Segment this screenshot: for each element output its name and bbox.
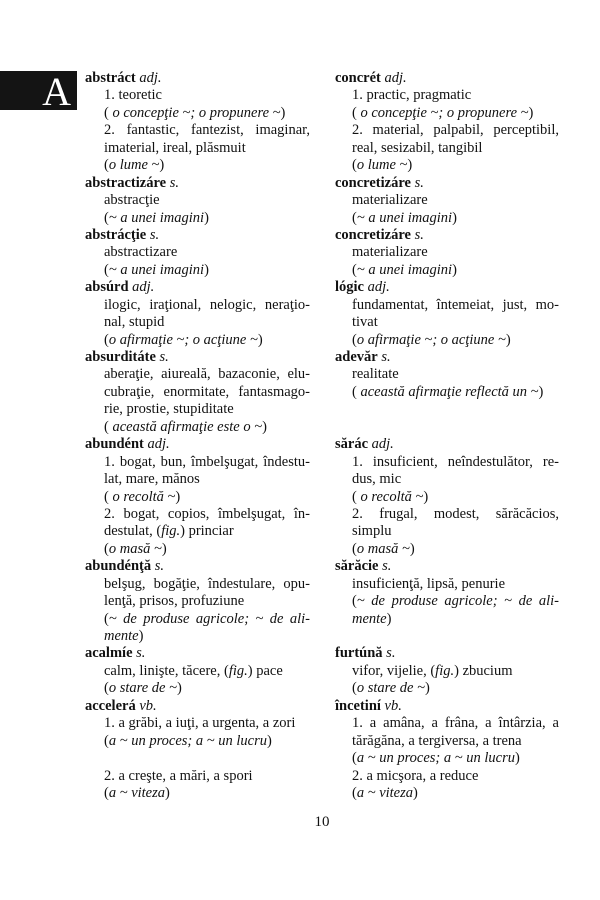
part-of-speech: vb. <box>384 697 402 714</box>
definition-line <box>335 506 559 523</box>
italic-segment: o concepţie ~; o propunere ~ <box>112 104 281 121</box>
italic-segment: mente <box>104 628 139 644</box>
italic-segment: această afirmaţie reflectă un ~ <box>360 383 539 400</box>
text-segment: ) <box>266 732 272 749</box>
example-line <box>85 419 310 436</box>
text-segment: ( <box>352 540 357 557</box>
headword-line <box>85 279 310 296</box>
italic-segment: această afirmaţie este o ~ <box>112 418 263 435</box>
text-segment: ) <box>165 784 170 801</box>
example-line <box>85 105 310 122</box>
definition-line <box>85 506 310 523</box>
definition-line <box>335 768 559 785</box>
definition-line <box>85 122 310 139</box>
part-of-speech: s. <box>414 226 424 243</box>
definition-line <box>85 314 310 331</box>
definition-line <box>335 733 559 750</box>
text-segment: 2. frugal, modest, sărăcăcios, <box>352 505 559 522</box>
example-line <box>85 733 310 750</box>
text-segment: ( <box>104 104 113 121</box>
text-segment: nal, stupid <box>104 314 165 331</box>
part-of-speech: s. <box>136 645 146 662</box>
text-segment: ) <box>413 784 418 801</box>
text-segment: ) <box>538 383 544 400</box>
dictionary-columns <box>85 70 559 802</box>
text-segment: ( <box>352 593 357 610</box>
sense-block <box>85 244 310 279</box>
headword: abstráct <box>85 70 136 86</box>
definition-line <box>335 663 559 680</box>
definition-line <box>85 192 310 209</box>
page-number: 10 <box>314 814 330 830</box>
definition-line <box>335 576 559 593</box>
text-segment: aberaţie, aiureală, bazaconie, elu- <box>104 366 310 383</box>
headword-line <box>335 558 559 575</box>
italic-segment: fig. <box>228 662 248 679</box>
part-of-speech: adj. <box>147 436 170 453</box>
italic-segment: o masă ~ <box>356 540 410 557</box>
sense-block <box>335 297 559 349</box>
text-segment: belşug, bogăţie, îndestulare, opu- <box>104 575 310 592</box>
text-segment: abstractizare <box>104 244 178 261</box>
text-segment: tărăgăna, a tergiversa, a trena <box>352 732 522 749</box>
text-segment: ( <box>104 331 109 348</box>
sense-block <box>85 192 310 227</box>
text-segment: ( <box>104 157 109 174</box>
headword: concretizáre <box>335 226 411 243</box>
headword-line <box>335 349 559 366</box>
example-line <box>85 262 310 279</box>
sense-block <box>85 768 310 803</box>
headword-line <box>335 279 559 296</box>
letter-tab <box>0 69 77 114</box>
text-segment: ( <box>104 488 113 505</box>
text-segment: materializare <box>352 244 428 261</box>
sense-block <box>335 244 559 279</box>
letter-tab-letter: A <box>42 69 71 114</box>
definition-line <box>85 715 310 732</box>
italic-segment: a ~ viteza <box>356 784 414 801</box>
italic-segment: o lume ~ <box>356 157 408 174</box>
sense-block <box>335 454 559 506</box>
text-segment: ) <box>386 610 392 627</box>
italic-segment: o stare de ~ <box>356 680 425 697</box>
headword-line <box>335 70 559 87</box>
text-segment: ( <box>104 209 109 226</box>
italic-segment: mente <box>352 610 387 627</box>
text-segment: ( <box>352 104 361 121</box>
italic-segment: o recoltă ~ <box>360 488 424 505</box>
text-segment: ) <box>204 261 209 278</box>
italic-segment: o stare de ~ <box>108 680 177 697</box>
part-of-speech: s. <box>154 558 164 575</box>
text-segment: fundamentat, întemeiat, just, mo- <box>352 296 559 313</box>
headword: furtúnă <box>335 645 383 662</box>
text-segment: ( <box>352 331 357 348</box>
definition-line <box>85 454 310 471</box>
text-segment: ( <box>352 680 357 697</box>
text-segment: ) <box>452 261 457 278</box>
example-line <box>335 262 559 279</box>
example-line <box>335 384 559 401</box>
definition-line <box>335 454 559 471</box>
text-segment: tivat <box>352 314 378 331</box>
text-segment: ( <box>104 261 109 278</box>
headword-line <box>335 175 559 192</box>
definition-line <box>335 471 559 488</box>
text-segment: 2. material, palpabil, perceptibil, <box>352 122 559 139</box>
text-segment: ) pace <box>247 662 283 679</box>
example-line <box>335 210 559 227</box>
headword-line <box>85 227 310 244</box>
text-segment: ( <box>104 610 109 627</box>
text-segment: ) <box>280 104 286 121</box>
text-segment: simplu <box>352 523 392 540</box>
example-line <box>335 541 559 558</box>
definition-line <box>85 297 310 314</box>
text-segment: 2. a micşora, a reduce <box>352 767 479 784</box>
example-line <box>335 593 559 610</box>
part-of-speech: s. <box>159 349 169 365</box>
headword: accelerá <box>85 697 136 714</box>
text-segment: ) <box>409 540 415 557</box>
definition-line <box>85 471 310 488</box>
text-segment: ) <box>424 680 430 697</box>
text-segment: ) <box>176 680 182 697</box>
italic-segment: ~ a unei imagini <box>356 261 453 278</box>
headword: absúrd <box>85 279 129 296</box>
definition-line <box>85 768 310 785</box>
text-segment: realitate <box>352 366 399 383</box>
part-of-speech: vb. <box>139 697 157 714</box>
italic-segment: fig. <box>435 662 455 679</box>
text-segment: real, sesizabil, tangibil <box>352 139 483 156</box>
sense-block <box>335 87 559 122</box>
text-segment: ) <box>175 488 181 505</box>
part-of-speech: adj. <box>384 70 407 86</box>
italic-segment: ~ de produse agricole; ~ de ali- <box>356 593 559 610</box>
headword-line <box>335 227 559 244</box>
sense-block <box>85 506 310 558</box>
part-of-speech: adj. <box>367 279 390 296</box>
definition-line <box>85 140 310 157</box>
headword: concrét <box>335 70 381 86</box>
text-segment: ) <box>204 209 209 226</box>
text-segment: ilogic, iraţional, nelogic, neraţio- <box>104 296 310 313</box>
part-of-speech: s. <box>414 174 424 191</box>
example-line <box>85 157 310 174</box>
example-line <box>335 680 559 697</box>
text-segment: ) <box>407 157 413 174</box>
definition-line <box>85 401 310 418</box>
sense-block <box>85 366 310 436</box>
text-segment: calm, linişte, tăcere, ( <box>104 662 229 679</box>
sense-block <box>335 576 559 628</box>
text-segment: 1. teoretic <box>104 87 162 104</box>
text-segment: ( <box>352 209 357 226</box>
italic-segment: o afirmaţie ~; o acţiune ~ <box>356 331 506 348</box>
italic-segment: fig. <box>161 523 181 540</box>
italic-segment: o afirmaţie ~; o acţiune ~ <box>108 331 258 348</box>
text-segment: rie, prostie, stupiditate <box>104 401 234 418</box>
headword-line <box>85 558 310 575</box>
example-line <box>335 750 559 767</box>
headword: sărăcie <box>335 558 379 575</box>
italic-segment: ~ de produse agricole; ~ de ali- <box>108 610 310 627</box>
text-segment: destulat, ( <box>104 523 162 540</box>
text-segment: lat, mare, mănos <box>104 471 200 488</box>
text-segment: 2. bogat, copios, îmbelşugat, în- <box>104 505 310 522</box>
text-segment: cubraţie, enormitate, fantasmago- <box>104 383 310 400</box>
example-line <box>335 157 559 174</box>
text-segment: ) <box>159 157 165 174</box>
definition-line <box>85 384 310 401</box>
definition-line <box>85 593 310 610</box>
text-segment: ( <box>352 157 357 174</box>
definition-line <box>335 297 559 314</box>
text-segment: ( <box>104 418 113 435</box>
text-segment: ) <box>161 540 167 557</box>
example-line <box>335 611 559 628</box>
definition-line <box>335 122 559 139</box>
text-segment: ) <box>262 418 267 435</box>
text-segment: ) <box>138 628 144 644</box>
headword: abstractizáre <box>85 174 167 191</box>
text-segment: abstracţie <box>104 192 160 209</box>
text-segment: 1. bogat, bun, îmbelşugat, îndestu- <box>104 453 310 470</box>
part-of-speech: s. <box>149 226 160 243</box>
text-segment: ) <box>423 488 429 505</box>
example-line <box>335 785 559 802</box>
sense-block <box>85 454 310 506</box>
example-line <box>85 541 310 558</box>
text-segment: 1. insuficient, neîndestulător, re- <box>352 453 559 470</box>
part-of-speech: s. <box>169 174 179 191</box>
italic-segment: ~ a unei imagini <box>108 209 205 226</box>
text-segment: ( <box>352 784 357 801</box>
italic-segment: a ~ un proces; a ~ un lucru <box>356 750 515 767</box>
italic-segment: a ~ viteza <box>108 784 166 801</box>
definition-line <box>335 87 559 104</box>
definition-line <box>85 366 310 383</box>
headword-line <box>85 349 310 366</box>
sense-block <box>335 506 559 558</box>
headword: abstrácţie <box>85 226 147 243</box>
headword-line <box>335 436 559 453</box>
text-segment: ( <box>104 680 109 697</box>
sense-block <box>335 192 559 227</box>
headword: concretizáre <box>335 174 411 191</box>
sense-block <box>85 663 310 698</box>
example-line <box>85 611 310 628</box>
italic-segment: o lume ~ <box>108 157 160 174</box>
example-line <box>85 332 310 349</box>
italic-segment: o concepţie ~; o propunere ~ <box>360 104 529 121</box>
example-line <box>85 785 310 802</box>
text-segment: dus, mic <box>352 471 402 488</box>
definition-line <box>335 192 559 209</box>
italic-segment: ~ a unei imagini <box>356 209 453 226</box>
headword: absurditáte <box>85 349 156 365</box>
definition-line <box>335 314 559 331</box>
text-segment: 2. a creşte, a mări, a spori <box>104 767 253 784</box>
definition-line <box>85 576 310 593</box>
headword: abundént <box>85 436 144 453</box>
sense-block <box>335 715 559 767</box>
headword-line <box>335 645 559 662</box>
part-of-speech: s. <box>381 349 391 365</box>
text-segment: ) <box>505 331 511 348</box>
text-segment: 1. a amâna, a frâna, a întârzia, a <box>352 715 559 732</box>
example-line <box>85 680 310 697</box>
sense-block <box>85 576 310 646</box>
headword: sărác <box>335 436 369 453</box>
headword: adevăr <box>335 349 378 365</box>
part-of-speech: s. <box>382 558 392 575</box>
text-segment: ) zbucium <box>454 662 513 679</box>
example-line <box>85 210 310 227</box>
text-segment: insuficienţă, lipsă, penurie <box>352 575 506 592</box>
part-of-speech: adj. <box>371 436 394 453</box>
example-line <box>335 105 559 122</box>
text-segment: ) <box>257 331 263 348</box>
text-segment: materializare <box>352 192 428 209</box>
headword-line <box>85 175 310 192</box>
text-segment: lenţă, prisos, profuziune <box>104 593 245 610</box>
text-segment: 1. practic, pragmatic <box>352 87 472 104</box>
text-segment: ( <box>104 540 109 557</box>
headword: acalmíe <box>85 645 133 662</box>
sense-block <box>85 715 310 750</box>
definition-line <box>335 244 559 261</box>
example-line <box>335 489 559 506</box>
definition-line <box>335 715 559 732</box>
sense-block <box>335 366 559 401</box>
text-segment: ( <box>352 488 361 505</box>
definition-line <box>85 523 310 540</box>
text-segment: ( <box>104 732 109 749</box>
example-line <box>85 628 310 645</box>
headword-line <box>85 70 310 87</box>
italic-segment: a ~ un proces; a ~ un lucru <box>108 732 267 749</box>
example-line <box>85 489 310 506</box>
text-segment: imaterial, ireal, plăsmuit <box>104 139 246 156</box>
sense-block <box>85 87 310 122</box>
headword-line <box>85 698 310 715</box>
italic-segment: o recoltă ~ <box>112 488 176 505</box>
text-segment: ( <box>352 750 357 767</box>
sense-block <box>335 122 559 174</box>
headword-line <box>85 645 310 662</box>
italic-segment: o masă ~ <box>108 540 162 557</box>
definition-line <box>85 663 310 680</box>
sense-block <box>85 122 310 174</box>
part-of-speech: s. <box>386 645 396 662</box>
text-segment: vifor, vijelie, ( <box>352 662 436 679</box>
headword: lógic <box>335 279 364 296</box>
definition-line <box>335 140 559 157</box>
headword-line <box>335 698 559 715</box>
sense-block <box>335 663 559 698</box>
text-segment: ( <box>352 383 361 400</box>
definition-line <box>335 523 559 540</box>
example-line <box>335 332 559 349</box>
sense-block <box>85 297 310 349</box>
part-of-speech: adj. <box>132 279 155 296</box>
part-of-speech: adj. <box>139 70 162 86</box>
italic-segment: ~ a unei imagini <box>108 261 205 278</box>
headword: încetiní <box>335 697 381 714</box>
definition-line <box>85 244 310 261</box>
definition-line <box>85 87 310 104</box>
definition-line <box>335 366 559 383</box>
headword-line <box>85 436 310 453</box>
text-segment: ( <box>352 261 357 278</box>
text-segment: 1. a grăbi, a iuţi, a urgenta, a zori <box>104 715 296 732</box>
sense-block <box>335 768 559 803</box>
text-segment: ) <box>528 104 534 121</box>
text-segment: ) <box>514 750 520 767</box>
text-segment: ( <box>104 784 109 801</box>
text-segment: ) <box>452 209 457 226</box>
headword: abundénţă <box>85 558 152 575</box>
text-segment: ) princiar <box>180 523 234 540</box>
text-segment: 2. fantastic, fantezist, imaginar, <box>104 122 310 139</box>
